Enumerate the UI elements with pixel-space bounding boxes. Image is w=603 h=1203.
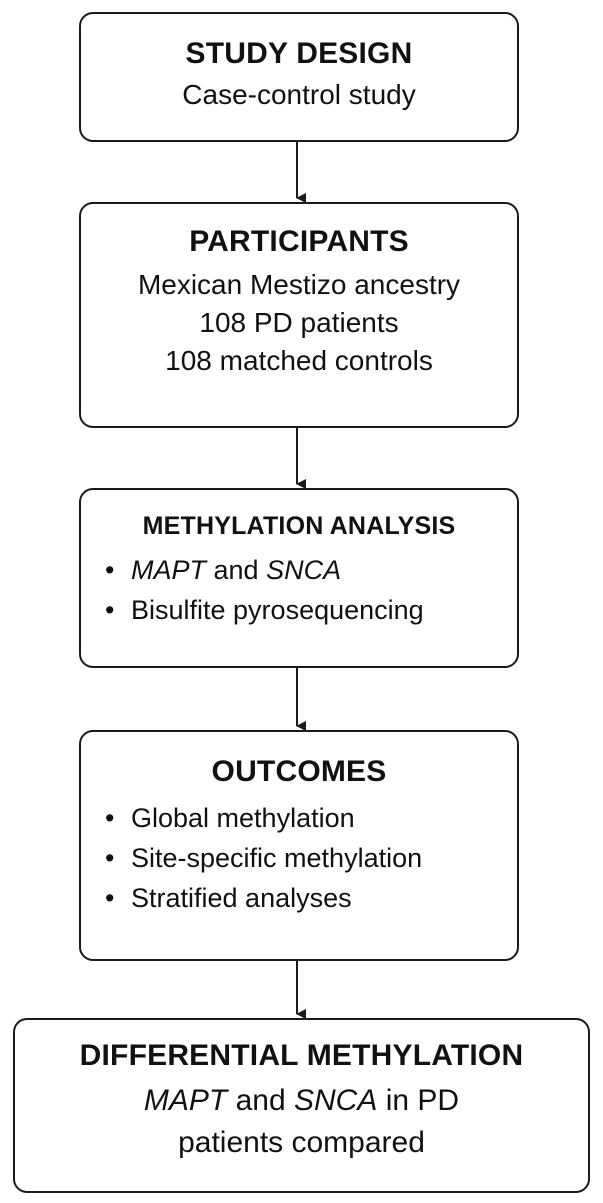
in-pd-text: in PD [377, 1084, 460, 1117]
list-item [105, 590, 517, 630]
bullet-glyph: • [105, 803, 115, 833]
list-item [105, 838, 517, 878]
participants-patients: 108 PD patients [199, 307, 399, 338]
bullet-glyph: • [105, 883, 115, 913]
gene-mapt: MAPT [131, 555, 207, 585]
bullet-glyph: • [105, 555, 115, 585]
differential-line-2: patients compared [178, 1126, 425, 1159]
gene-snca: SNCA [266, 555, 342, 585]
list-item [105, 878, 517, 918]
gene-mapt: MAPT [143, 1084, 228, 1117]
bisulfite-text: Bisulfite pyrosequencing [131, 595, 424, 625]
joiner-text: and [206, 555, 267, 585]
participants-ancestry: Mexican Mestizo ancestry [137, 269, 461, 300]
methylation-analysis-list [105, 550, 517, 630]
bullet-glyph: • [105, 595, 115, 625]
study-design-text: Case-control study [182, 79, 416, 110]
participants-box [79, 202, 519, 428]
differential-line-1 [15, 1080, 588, 1122]
outcome-global: Global methylation [131, 803, 355, 833]
outcomes-box [79, 730, 519, 961]
outcome-stratified: Stratified analyses [131, 883, 352, 913]
outcomes-title: OUTCOMES [211, 755, 387, 788]
outcome-site-specific: Site-specific methylation [131, 843, 423, 873]
list-item [105, 550, 517, 590]
participants-title: PARTICIPANTS [189, 225, 409, 258]
gene-snca: SNCA [294, 1084, 378, 1117]
list-item [105, 798, 517, 838]
study-design-title: STUDY DESIGN [185, 37, 413, 70]
differential-methylation-box [13, 1018, 590, 1193]
study-design-box [79, 12, 519, 142]
methylation-analysis-box [79, 488, 519, 668]
outcomes-list [105, 798, 517, 918]
methylation-analysis-title: METHYLATION ANALYSIS [142, 512, 456, 540]
differential-methylation-title: DIFFERENTIAL METHYLATION [79, 1039, 524, 1072]
participants-controls: 108 matched controls [165, 345, 433, 376]
bullet-glyph: • [105, 843, 115, 873]
joiner-text: and [227, 1084, 294, 1117]
